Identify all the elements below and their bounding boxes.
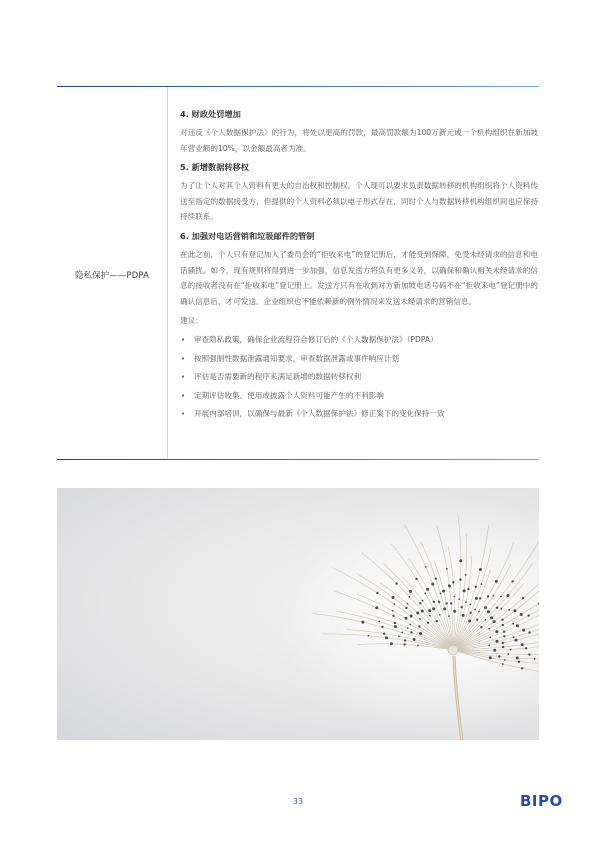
dew-bead xyxy=(392,596,395,599)
dew-bead xyxy=(428,609,431,612)
dew-bead xyxy=(474,609,476,611)
dew-bead xyxy=(443,607,446,610)
dew-bead xyxy=(436,620,438,622)
dew-bead xyxy=(498,655,500,657)
list-item xyxy=(180,405,538,423)
list-item xyxy=(180,331,538,349)
dew-bead xyxy=(467,588,469,590)
dew-bead xyxy=(487,610,490,613)
dandelion-seed-illustration xyxy=(57,488,539,740)
dew-bead xyxy=(405,617,408,620)
dew-bead xyxy=(419,602,421,604)
dew-bead xyxy=(419,618,421,620)
dew-bead xyxy=(459,578,461,580)
dew-bead xyxy=(378,621,380,623)
bullet-icon: • xyxy=(181,336,186,345)
dew-bead xyxy=(490,616,493,619)
dew-bead xyxy=(409,590,412,593)
dew-bead xyxy=(440,593,442,595)
list-item-text: 按照强制性数据泄露通知要求，审查数据泄露或事件响应计划 xyxy=(194,353,400,363)
dew-bead xyxy=(479,597,481,599)
bullet-icon: • xyxy=(181,391,186,400)
dew-bead xyxy=(515,639,518,642)
dew-bead xyxy=(453,610,456,613)
dew-bead xyxy=(381,626,383,628)
dew-bead xyxy=(393,603,395,605)
dew-bead xyxy=(502,642,504,644)
dew-bead xyxy=(433,601,435,603)
dew-bead xyxy=(508,609,510,611)
dew-bead xyxy=(368,635,370,637)
bullet-icon: • xyxy=(181,373,186,382)
dew-bead xyxy=(431,583,434,586)
dew-bead xyxy=(439,614,441,616)
dew-bead xyxy=(488,628,490,630)
dew-bead xyxy=(516,657,519,660)
dew-bead xyxy=(502,646,504,648)
dew-bead xyxy=(528,653,530,655)
dew-bead xyxy=(487,595,489,597)
dew-bead xyxy=(484,606,487,609)
dew-bead xyxy=(480,626,482,628)
dew-bead xyxy=(481,583,483,585)
dew-bead xyxy=(507,653,509,655)
dew-bead xyxy=(445,602,447,604)
dew-bead xyxy=(501,619,503,621)
section-paragraph: 对违反《个人数据保护法》的行为，将处以更高的罚款，最高罚款额为100万新元或一个机构组织在新加坡年营业额的10%，以金额最高者为准。 xyxy=(180,128,538,153)
dew-bead xyxy=(375,606,378,609)
dew-bead xyxy=(425,566,427,568)
dew-bead xyxy=(395,582,397,584)
dew-bead xyxy=(518,661,520,663)
dew-bead xyxy=(525,647,527,649)
dew-bead xyxy=(489,636,491,638)
section-label: 隐私保护——PDPA xyxy=(75,270,149,280)
dew-bead xyxy=(427,622,429,624)
dew-bead xyxy=(502,663,504,665)
content-column xyxy=(180,108,538,423)
dew-bead xyxy=(521,667,523,669)
dew-bead xyxy=(442,590,445,593)
list-item-text: 评估是否需要新的程序来满足新增的数据转移权利 xyxy=(194,372,362,382)
page-number: 33 xyxy=(292,797,304,806)
dew-bead xyxy=(404,639,406,641)
dew-bead xyxy=(424,593,426,595)
dew-bead xyxy=(418,625,420,627)
dew-bead xyxy=(503,635,505,637)
section-paragraph: 为了让个人对其个人资料有更大的自治权和控制权，个人现可以要求负责数据转移的机构组织将个人资料传送至指定的数据接受方，但提供的个人资料必须以电子形式存在，同时个人与数据转移机构组织间也应保持持续联系。 xyxy=(180,181,538,222)
list-item xyxy=(180,387,538,405)
dew-bead xyxy=(417,645,419,647)
bullet-icon: • xyxy=(181,354,186,363)
dew-bead xyxy=(500,596,502,598)
dew-bead xyxy=(392,610,394,612)
bottom-divider xyxy=(57,459,539,460)
dew-bead xyxy=(476,619,478,621)
dew-bead xyxy=(383,633,385,635)
dew-bead xyxy=(392,615,394,617)
section-title: 6. 加强对电话营销和垃圾邮件的管制 xyxy=(180,230,315,241)
dew-bead xyxy=(465,574,467,576)
list-item xyxy=(180,368,538,386)
list-item-text: 定期评估收集、使用或披露个人资料可能产生的不利影响 xyxy=(194,390,384,400)
dew-bead xyxy=(496,640,499,643)
dew-bead xyxy=(534,658,536,660)
dew-bead xyxy=(503,631,505,633)
dew-bead xyxy=(478,611,480,613)
dew-bead xyxy=(479,568,482,571)
dew-bead xyxy=(504,659,506,661)
dew-bead xyxy=(376,592,378,594)
section-title: 4. 财政处罚增加 xyxy=(180,109,241,119)
dew-bead xyxy=(390,642,393,645)
dew-bead xyxy=(452,581,454,583)
dew-bead xyxy=(361,621,364,624)
dandelion-seed-photo xyxy=(57,488,539,740)
dew-bead xyxy=(398,635,400,637)
dew-bead xyxy=(462,614,465,617)
dew-bead xyxy=(493,649,496,652)
dew-bead xyxy=(522,629,525,632)
dew-bead xyxy=(448,584,451,587)
dew-bead xyxy=(446,568,448,570)
dew-bead xyxy=(463,589,466,592)
dew-bead xyxy=(403,643,405,645)
dew-bead xyxy=(438,601,440,603)
dew-bead xyxy=(493,595,495,597)
dew-bead xyxy=(512,623,514,625)
dew-bead xyxy=(528,631,530,633)
dew-bead xyxy=(495,630,498,633)
dew-bead xyxy=(502,624,504,626)
dew-bead xyxy=(429,615,431,617)
dew-bead xyxy=(520,613,523,616)
dew-bead xyxy=(510,649,512,651)
dew-bead xyxy=(432,607,435,610)
top-divider xyxy=(57,86,539,87)
dew-bead xyxy=(496,607,498,609)
section-paragraph: 在此之前，个人只有登记加入了委员会的“拒收来电”的登记册后，才能受到保障，免受未经请求的信息和电话骚扰。如今，现有规则将得到进一步加强，信息发送方将负有更多义务，以确保和确认相关未经请求的信息的接收者没有在“拒收来电”登记册上。发送方只有在收到对方新加坡电话号码不在“拒收来电”登记册中的确认信息后，才可发送。企业组织也不能依赖新的例外情况来发送未经请求的营销信息。 xyxy=(180,249,538,306)
dew-bead xyxy=(416,612,419,615)
dew-bead xyxy=(485,619,487,621)
section-data-portability xyxy=(180,161,538,225)
dew-bead xyxy=(475,597,478,600)
dew-bead xyxy=(469,612,471,614)
dew-bead xyxy=(459,559,462,562)
section-title: 5. 新增数据转移权 xyxy=(180,162,249,173)
dew-bead xyxy=(522,597,524,599)
dew-bead xyxy=(513,636,515,638)
dew-bead xyxy=(415,578,417,580)
list-item xyxy=(180,350,538,368)
dew-bead xyxy=(528,614,530,616)
dew-bead xyxy=(488,645,490,647)
dew-bead xyxy=(435,577,437,579)
dew-bead xyxy=(461,606,463,608)
dew-bead xyxy=(453,596,455,598)
bipo-logo: BIPO xyxy=(520,792,563,810)
dew-bead xyxy=(521,643,524,646)
recommendations-intro: 建议： xyxy=(180,316,203,326)
dew-bead xyxy=(422,600,424,602)
dew-bead xyxy=(410,631,412,633)
dew-bead xyxy=(410,615,413,618)
dew-bead xyxy=(469,604,471,606)
list-item-text: 审查隐私政策，确保企业流程符合修订后的《个人数据保护法》（PDPA） xyxy=(194,335,438,345)
dew-bead xyxy=(401,632,403,634)
dew-bead xyxy=(511,580,513,582)
dew-bead xyxy=(419,632,422,635)
dew-bead xyxy=(409,596,411,598)
dew-bead xyxy=(385,636,388,639)
dew-bead xyxy=(410,624,412,626)
list-item-text: 开展内部培训，以确保与最新《个人数据保护法》修正案下的变化保持一致 xyxy=(194,408,445,418)
dew-bead xyxy=(448,615,450,617)
dew-bead xyxy=(495,580,498,583)
dew-bead xyxy=(493,620,496,623)
dew-bead xyxy=(475,586,477,588)
dew-bead xyxy=(407,603,409,605)
dew-bead xyxy=(468,620,471,623)
dew-bead xyxy=(426,588,429,591)
dew-bead xyxy=(405,607,407,609)
dew-bead xyxy=(516,624,519,627)
dew-bead xyxy=(458,598,460,600)
dew-bead xyxy=(465,601,467,603)
dew-bead xyxy=(450,602,452,604)
dew-bead xyxy=(413,638,416,641)
recommendations-list xyxy=(180,331,538,423)
dew-bead xyxy=(421,610,424,613)
dew-bead xyxy=(500,608,502,610)
section-telemarketing-spam xyxy=(180,230,538,309)
column-separator xyxy=(167,87,168,459)
dew-bead xyxy=(394,625,397,628)
section-financial-penalties xyxy=(180,108,538,156)
dew-bead xyxy=(506,594,509,597)
bullet-icon: • xyxy=(181,409,186,418)
dew-bead xyxy=(407,627,409,629)
dew-bead xyxy=(513,609,516,612)
dew-bead xyxy=(394,622,396,624)
dew-bead xyxy=(489,656,492,659)
